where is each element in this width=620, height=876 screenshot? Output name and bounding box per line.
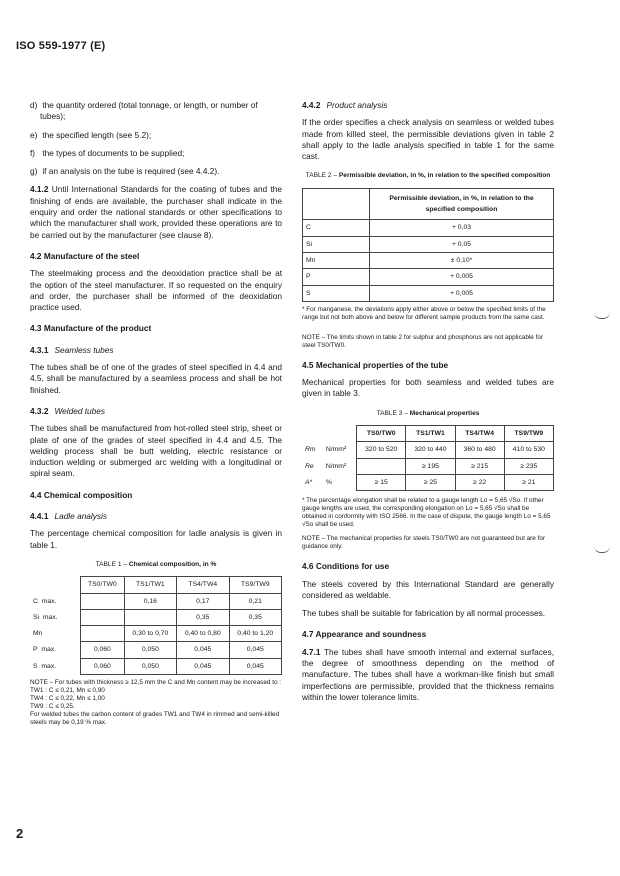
paragraph-4-3-1: The tubes shall be of one of the grades of steel specified in 4.4 and 4.5, shall be manufactured by a seamless process and shall be hot finished. bbox=[30, 362, 282, 395]
property-symbol: A* bbox=[305, 478, 313, 486]
table-2-caption bbox=[302, 170, 554, 181]
list-item bbox=[30, 130, 282, 141]
table-header-row bbox=[302, 426, 554, 442]
subsection-title: Seamless tubes bbox=[54, 344, 114, 355]
paragraph-4-2: The steelmaking process and the deoxidation practice shall be at the option of the steel manufacturer. If so requested on the enquiry and order, the purchaser shall be informed of the deoxidation practice used. bbox=[30, 268, 282, 313]
table-cell: 0,16 bbox=[124, 593, 176, 609]
table-header-cell: Permissible deviation, in %, in relation to the specified composition bbox=[370, 188, 554, 220]
table-row bbox=[303, 252, 554, 268]
qualifier: max. bbox=[41, 662, 57, 670]
caption-title: Mechanical properties bbox=[409, 409, 480, 417]
table-cell: ≥ 25 bbox=[406, 474, 455, 490]
table-3-mechanical-properties bbox=[302, 425, 554, 491]
list-text: the quantity ordered (total tonnage, or length, or number of tubes); bbox=[40, 100, 258, 122]
table-corner bbox=[323, 426, 357, 442]
note-line: TW4 : C ≤ 0,22, Mn ≤ 1,00 bbox=[30, 694, 105, 702]
note-line: For welded tubes the carbon content of grades TW1 and TW4 in rimmed and semi-killed steels may be 0,19 % max. bbox=[30, 710, 280, 726]
list-text: the types of documents to be supplied; bbox=[42, 147, 185, 158]
paragraph-4-4-1: The percentage chemical composition for ladle analysis is given in table 1. bbox=[30, 528, 282, 550]
table-corner bbox=[303, 188, 370, 220]
table-row bbox=[302, 458, 554, 474]
qualifier: max. bbox=[41, 646, 57, 654]
table-cell: ≥ 195 bbox=[406, 458, 455, 474]
right-column bbox=[302, 100, 554, 710]
note-line: TW1 : C ≤ 0,21, Mn ≤ 0,90 bbox=[30, 686, 105, 694]
table-cell: 360 to 480 bbox=[455, 442, 504, 458]
table-header-row bbox=[30, 577, 282, 593]
element-symbol: P bbox=[303, 269, 370, 285]
table-row bbox=[303, 236, 554, 252]
property-unit: N/mm² bbox=[325, 462, 347, 470]
table-corner bbox=[30, 577, 81, 593]
table-cell: ≥ 235 bbox=[504, 458, 553, 474]
left-column bbox=[30, 100, 282, 727]
property-unit: N/mm² bbox=[325, 446, 347, 454]
table-cell: + 0,005 bbox=[370, 269, 554, 285]
element-symbol: Mn bbox=[33, 630, 43, 638]
paragraph-4-6-b: The tubes shall be suitable for fabrication by all normal processes. bbox=[302, 608, 546, 619]
table-header-cell: TS0/TW0 bbox=[81, 577, 125, 593]
property-symbol: Re bbox=[305, 462, 314, 470]
subsection-heading bbox=[30, 345, 282, 356]
table-row bbox=[30, 642, 282, 658]
paragraph-4-1-2 bbox=[30, 184, 282, 240]
paragraph-4-3-2: The tubes shall be manufactured from hot-rolled steel strip, sheet or plate of one of the grades of steel specified in 4.4 and 4.5. The welding process shall be butt welding, electric resistance or induction welding or submerged arc welding with a longitudinal or spiral seam. bbox=[30, 423, 282, 479]
list-letter: g) bbox=[30, 166, 38, 177]
table-header-cell: TS9/TW9 bbox=[504, 426, 553, 442]
table-cell: 0,045 bbox=[177, 658, 229, 674]
caption-prefix: TABLE 3 – bbox=[376, 409, 410, 417]
table-2-footnote: * For manganese, the deviations apply either above or below the specified limits of the range but not both above and below for different sample products from the same cast. bbox=[302, 305, 546, 321]
note-line: TW9 : C ≤ 0,25. bbox=[30, 702, 75, 710]
margin-mark-icon bbox=[594, 312, 610, 319]
table-cell: 410 to 530 bbox=[504, 442, 553, 458]
section-number: 4.4.2 bbox=[302, 100, 321, 110]
table-cell: + 0,05 bbox=[370, 236, 554, 252]
table-row bbox=[30, 626, 282, 642]
table-cell: ≥ 15 bbox=[357, 474, 406, 490]
table-cell: 0,30 to 0,70 bbox=[124, 626, 176, 642]
table-cell: ≥ 21 bbox=[504, 474, 553, 490]
table-cell: ≥ 215 bbox=[455, 458, 504, 474]
table-3-caption bbox=[302, 408, 554, 419]
table-cell: ± 0,10* bbox=[370, 252, 554, 268]
paragraph-text: Until International Standards for the coating of tubes and the finishing of ends are available, the purchaser shall indicate in the enquiry and order the national standards or other specifications to which the manufacturer shall work, provided these operations are to be carried out by the manufacturer (see clause 8). bbox=[30, 184, 282, 240]
element-symbol: C bbox=[33, 597, 38, 605]
table-3-footnote: * The percentage elongation shall be related to a gauge length Lo = 5,65 √So. If other gauge lengths are used, the corresponding elongation on Lo = 5,65 √So shall be obtained in conformity with ISO 2566. In the case of dispute, the gauge length Lo = 5,65 √So shall be used. bbox=[302, 497, 551, 529]
qualifier: max. bbox=[41, 597, 57, 605]
table-cell: 0,045 bbox=[229, 642, 281, 658]
element-symbol: S bbox=[33, 662, 38, 670]
subsection-title: Welded tubes bbox=[54, 405, 106, 416]
table-cell: 0,35 bbox=[229, 609, 281, 625]
table-header-row bbox=[303, 188, 554, 220]
subsection-heading bbox=[30, 406, 282, 417]
table-1-note bbox=[30, 679, 282, 727]
table-cell bbox=[124, 609, 176, 625]
element-label bbox=[30, 642, 81, 658]
table-header-cell: TS4/TW4 bbox=[455, 426, 504, 442]
subsection-heading bbox=[302, 100, 554, 111]
table-row bbox=[30, 593, 282, 609]
table-cell: + 0,03 bbox=[370, 220, 554, 236]
table-header-cell: TS9/TW9 bbox=[229, 577, 281, 593]
element-symbol: Si bbox=[33, 613, 40, 621]
table-1-chemical-composition bbox=[30, 576, 282, 675]
list-item bbox=[30, 148, 282, 159]
table-cell bbox=[81, 609, 125, 625]
table-cell: 0,17 bbox=[177, 593, 229, 609]
section-number: 4.1.2 bbox=[30, 184, 49, 195]
table-cell: 0,060 bbox=[81, 658, 125, 674]
element-label bbox=[30, 626, 81, 642]
list-text: if an analysis on the tube is required (see 4.4.2). bbox=[42, 166, 220, 177]
element-symbol: C bbox=[303, 220, 370, 236]
element-symbol: Mn bbox=[303, 252, 370, 268]
table-cell bbox=[81, 626, 125, 642]
section-heading: 4.2 Manufacture of the steel bbox=[30, 250, 140, 261]
table-cell: 320 to 440 bbox=[406, 442, 455, 458]
caption-prefix: TABLE 1 – bbox=[95, 560, 129, 568]
subsection-title: Product analysis bbox=[326, 100, 388, 110]
table-cell: + 0,005 bbox=[370, 285, 554, 301]
property-symbol: Rm bbox=[305, 446, 316, 454]
section-heading: 4.7 Appearance and soundness bbox=[302, 629, 427, 640]
note-line: NOTE – For tubes with thickness ≥ 12,5 mm the C and Mn content may be increased to : bbox=[30, 678, 282, 686]
caption-prefix: TABLE 2 – bbox=[305, 172, 339, 180]
table-cell bbox=[357, 458, 406, 474]
paragraph-4-7-1 bbox=[302, 647, 554, 703]
list-letter: d) bbox=[30, 100, 38, 110]
table-2-permissible-deviation bbox=[302, 188, 554, 302]
table-row bbox=[303, 285, 554, 301]
document-header: ISO 559-1977 (E) bbox=[16, 40, 106, 52]
table-row bbox=[30, 658, 282, 674]
caption-title: Chemical composition, in % bbox=[128, 560, 217, 568]
section-number: 4.7.1 bbox=[302, 646, 321, 657]
section-number: 4.3.1 bbox=[30, 344, 49, 355]
table-row bbox=[303, 220, 554, 236]
table-cell: 0,050 bbox=[124, 642, 176, 658]
list-item bbox=[30, 166, 282, 177]
section-number: 4.3.2 bbox=[30, 405, 49, 416]
list-letter: e) bbox=[30, 129, 38, 140]
table-cell: 0,045 bbox=[177, 642, 229, 658]
table-cell bbox=[81, 593, 125, 609]
table-cell: 0,40 to 1,20 bbox=[229, 626, 281, 642]
table-cell: 0,35 bbox=[177, 609, 229, 625]
section-heading: 4.3 Manufacture of the product bbox=[30, 323, 152, 334]
table-row bbox=[30, 609, 282, 625]
element-label bbox=[30, 593, 81, 609]
note-sulphur: NOTE – The limits shown in table 2 for sulphur and phosphorus are not applicable for steel TS0/TW0. bbox=[302, 333, 544, 349]
element-label bbox=[30, 609, 81, 625]
table-cell: 0,045 bbox=[229, 658, 281, 674]
table-cell: 320 to 520 bbox=[357, 442, 406, 458]
element-symbol: Si bbox=[303, 236, 370, 252]
table-corner bbox=[302, 426, 323, 442]
section-heading: 4.6 Conditions for use bbox=[302, 561, 390, 572]
property-unit: % bbox=[325, 478, 332, 486]
qualifier: max. bbox=[42, 613, 58, 621]
page-number: 2 bbox=[16, 826, 24, 841]
table-3-note: NOTE – The mechanical properties for steels TS0/TW0 are not guaranteed but are for guidance only. bbox=[302, 535, 546, 551]
table-header-cell: TS1/TW1 bbox=[406, 426, 455, 442]
table-cell: 0,21 bbox=[229, 593, 281, 609]
table-header-cell: TS1/TW1 bbox=[124, 577, 176, 593]
section-heading: 4.5 Mechanical properties of the tube bbox=[302, 359, 449, 370]
section-heading: 4.4 Chemical composition bbox=[30, 489, 133, 500]
table-row bbox=[302, 442, 554, 458]
section-number: 4.4.1 bbox=[30, 511, 49, 522]
table-cell: ≥ 22 bbox=[455, 474, 504, 490]
paragraph-4-5: Mechanical properties for both seamless and welded tubes are given in table 3. bbox=[302, 377, 554, 399]
list-letter: f) bbox=[30, 147, 36, 158]
table-cell: 0,060 bbox=[81, 642, 125, 658]
subsection-heading bbox=[30, 511, 282, 522]
subsection-title: Ladle analysis bbox=[54, 511, 108, 522]
paragraph-4-6-a: The steels covered by this International Standard are generally considered as weldable. bbox=[302, 578, 554, 600]
table-cell: 0,40 to 0,80 bbox=[177, 626, 229, 642]
table-header-cell: TS4/TW4 bbox=[177, 577, 229, 593]
table-cell: 0,050 bbox=[124, 658, 176, 674]
element-label bbox=[30, 658, 81, 674]
table-header-cell: TS0/TW0 bbox=[357, 426, 406, 442]
list-item bbox=[30, 100, 282, 123]
table-1-caption bbox=[30, 559, 282, 570]
list-text: the specified length (see 5.2); bbox=[42, 129, 152, 140]
paragraph-text: The tubes shall have smooth internal and external surfaces, the degree of smoothness depending on the method of manufacture. The tubes shall have a workman-like finish but small imperfections are permissible, provided that the thickness remains within the lower tolerance limits. bbox=[302, 646, 554, 702]
paragraph-4-4-2: If the order specifies a check analysis on seamless or welded tubes made from killed steel, the permissible deviations given in table 2 shall apply to the ladle analysis specified in table 1 for the same cast. bbox=[302, 117, 554, 162]
element-symbol: P bbox=[33, 646, 38, 654]
table-row bbox=[302, 474, 554, 490]
table-row bbox=[303, 269, 554, 285]
margin-mark-icon bbox=[594, 546, 610, 553]
element-symbol: S bbox=[303, 285, 370, 301]
caption-title: Permissible deviation, in %, in relation to the specified composition bbox=[338, 172, 551, 180]
